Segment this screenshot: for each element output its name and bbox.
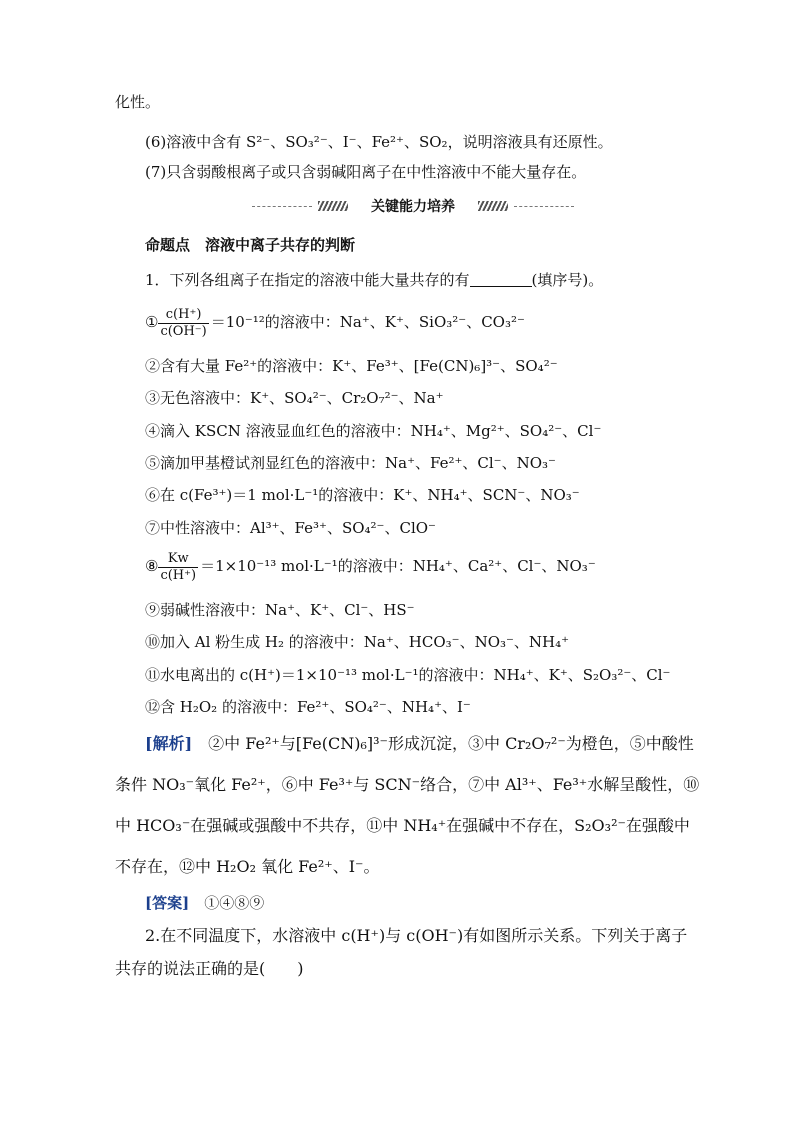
option-4: ④滴入 KSCN 溶液显血红色的溶液中：NH₄⁺、Mg²⁺、SO₄²⁻、Cl⁻ — [145, 422, 602, 440]
option-1 — [145, 304, 525, 340]
question-1-stem — [145, 270, 603, 290]
option-6: ⑥在 c(Fe³⁺)＝1 mol·L⁻¹的溶液中：K⁺、NH₄⁺、SCN⁻、NO₃⁻ — [145, 486, 580, 504]
analysis-line: 条件 NO₃⁻氧化 Fe²⁺，⑥中 Fe³⁺与 SCN⁻络合，⑦中 Al³⁺、Fe³⁺水解呈酸性，⑩ — [115, 775, 700, 794]
stem-text: (填序号)。 — [531, 271, 604, 289]
option-10: ⑩加入 Al 粉生成 H₂ 的溶液中：Na⁺、HCO₃⁻、NO₃⁻、NH₄⁺ — [145, 633, 570, 651]
section-divider — [252, 198, 574, 216]
answer-line — [145, 893, 264, 913]
fraction-numerator: c(H⁺) — [158, 307, 208, 324]
section-title: 关键能力培养 — [371, 199, 455, 215]
option-number: ① — [145, 313, 159, 331]
text-line: (7)只含弱酸根离子或只含弱碱阳离子在中性溶液中不能大量存在。 — [145, 163, 587, 181]
topic-heading: 命题点 溶液中离子共存的判断 — [145, 236, 356, 254]
divider-line-right — [514, 206, 574, 207]
text-line: 化性。 — [115, 93, 161, 111]
option-5: ⑤滴加甲基橙试剂显红色的溶液中：Na⁺、Fe²⁺、Cl⁻、NO₃⁻ — [145, 454, 556, 472]
stem-text: 1．下列各组离子在指定的溶液中能大量共存的有 — [145, 271, 470, 289]
answer-value: ①④⑧⑨ — [189, 894, 265, 912]
fraction-numerator: Kw — [158, 551, 198, 568]
analysis-line: 中 HCO₃⁻在强碱或强酸中不共存，⑪中 NH₄⁺在强碱中不存在，S₂O₃²⁻在强酸中 — [115, 816, 690, 835]
fraction — [158, 307, 208, 340]
option-text: ＝1×10⁻¹³ mol·L⁻¹的溶液中：NH₄⁺、Ca²⁺、Cl⁻、NO₃⁻ — [200, 557, 596, 575]
analysis-line: 不存在，⑫中 H₂O₂ 氧化 Fe²⁺、I⁻。 — [115, 857, 380, 876]
option-7: ⑦中性溶液中：Al³⁺、Fe³⁺、SO₄²⁻、ClO⁻ — [145, 519, 436, 537]
option-2: ②含有大量 Fe²⁺的溶液中：K⁺、Fe³⁺、[Fe(CN)₆]³⁻、SO₄²⁻ — [145, 357, 558, 375]
divider-ornament-right — [478, 201, 508, 211]
question-2-stem: 2.在不同温度下，水溶液中 c(H⁺)与 c(OH⁻)有如图所示关系。下列关于离子 — [145, 926, 688, 945]
text-line: (6)溶液中含有 S²⁻、SO₃²⁻、I⁻、Fe²⁺、SO₂，说明溶液具有还原性。 — [145, 133, 613, 151]
answer-tag: [答案] — [145, 894, 190, 912]
question-2-stem: 共存的说法正确的是( ) — [115, 959, 304, 978]
fraction — [158, 551, 198, 584]
analysis-text: ②中 Fe²⁺与[Fe(CN)₆]³⁻形成沉淀，③中 Cr₂O₇²⁻为橙色，⑤中酸性 — [192, 734, 694, 753]
fraction-denominator: c(OH⁻) — [160, 323, 207, 339]
option-3: ③无色溶液中：K⁺、SO₄²⁻、Cr₂O₇²⁻、Na⁺ — [145, 389, 444, 407]
analysis-line — [145, 733, 694, 755]
analysis-tag: [解析] — [145, 734, 193, 753]
option-9: ⑨弱碱性溶液中：Na⁺、K⁺、Cl⁻、HS⁻ — [145, 601, 415, 619]
option-text: ＝10⁻¹²的溶液中：Na⁺、K⁺、SiO₃²⁻、CO₃²⁻ — [210, 313, 525, 331]
answer-blank — [470, 272, 532, 287]
option-11: ⑪水电离出的 c(H⁺)＝1×10⁻¹³ mol·L⁻¹的溶液中：NH₄⁺、K⁺、S₂O₃²⁻、Cl⁻ — [145, 666, 671, 684]
option-8 — [145, 548, 596, 584]
option-number: ⑧ — [145, 557, 159, 575]
fraction-denominator: c(H⁺) — [160, 567, 197, 583]
option-12: ⑫含 H₂O₂ 的溶液中：Fe²⁺、SO₄²⁻、NH₄⁺、I⁻ — [145, 698, 471, 716]
